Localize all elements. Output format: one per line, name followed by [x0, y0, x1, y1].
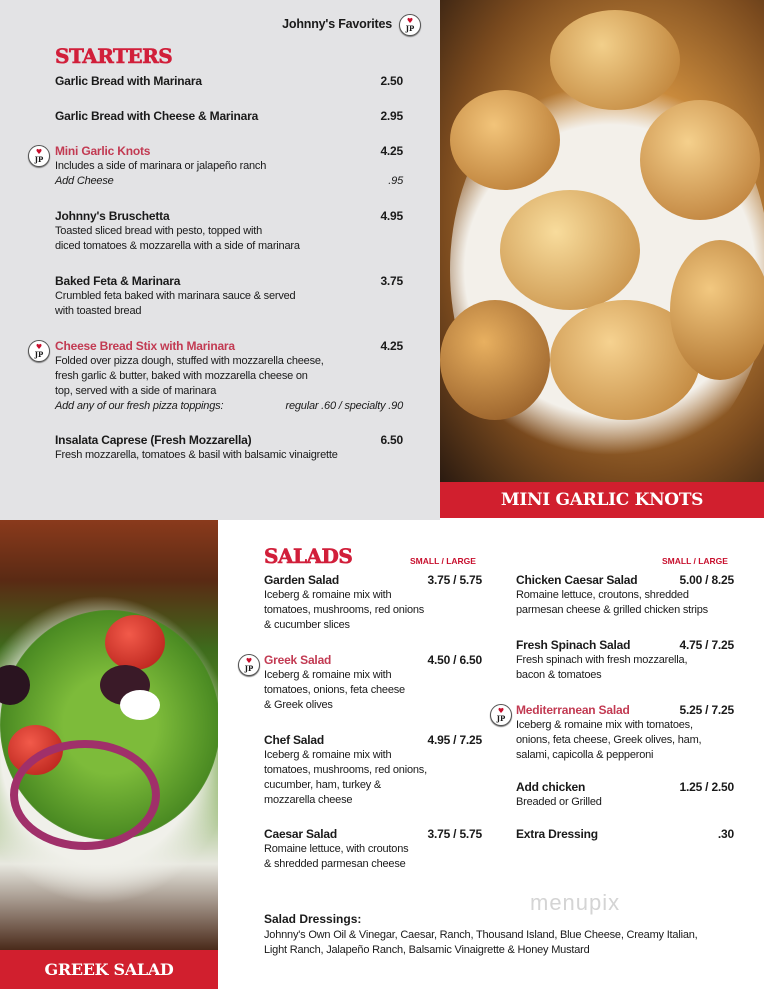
item-description: Fresh spinach with fresh mozzarella,	[516, 654, 688, 666]
item-name: Chicken Caesar Salad	[516, 573, 638, 587]
item-price: 2.50	[380, 74, 403, 88]
addon-price: .95	[388, 175, 403, 187]
item-description: Romaine lettuce, with croutons	[264, 843, 409, 855]
item-name: Baked Feta & Marinara	[55, 274, 181, 288]
item-price: 4.25	[380, 339, 403, 353]
item-description: bacon & tomatoes	[516, 669, 602, 681]
salads-heading: SALADS	[264, 544, 353, 568]
greek-salad-photo	[0, 520, 218, 950]
dressings-heading: Salad Dressings:	[264, 912, 362, 926]
item-price: 1.25 / 2.50	[679, 780, 734, 794]
item-description: Fresh mozzarella, tomatoes & basil with balsamic vinaigrette	[55, 449, 338, 461]
item-price: 3.75 / 5.75	[427, 827, 482, 841]
menu-item	[264, 573, 482, 633]
menu-item	[516, 573, 734, 618]
menu-item	[516, 827, 734, 842]
item-name: Mediterranean Salad	[516, 703, 630, 717]
item-description: Toasted sliced bread with pesto, topped with	[55, 225, 263, 237]
menu-item	[55, 433, 403, 463]
item-name: Johnny's Bruschetta	[55, 209, 170, 223]
dressings-list	[264, 928, 754, 958]
item-name: Mini Garlic Knots	[55, 144, 151, 158]
menu-item	[264, 653, 482, 713]
addon-price: regular .60 / specialty .90	[285, 400, 403, 412]
item-description: fresh garlic & butter, baked with mozzarella cheese on	[55, 370, 308, 382]
menupix-watermark: menupix	[530, 890, 621, 915]
menu-item	[516, 638, 734, 683]
jp-heart-badge-icon: ♥ JP	[238, 654, 260, 676]
item-description: tomatoes, onions, feta cheese	[264, 684, 405, 696]
menu-item	[55, 74, 403, 89]
item-name: Garlic Bread with Marinara	[55, 74, 202, 88]
menu-item	[55, 209, 403, 254]
item-description: Breaded or Grilled	[516, 796, 602, 808]
menu-item	[516, 703, 734, 763]
item-price: 4.75 / 7.25	[679, 638, 734, 652]
menu-item	[55, 339, 403, 414]
dressings-line: Light Ranch, Jalapeño Ranch, Balsamic Vinaigrette & Honey Mustard	[264, 944, 590, 956]
item-description: Iceberg & romaine mix with	[264, 749, 392, 761]
item-name: Caesar Salad	[264, 827, 337, 841]
garlic-knots-photo	[440, 0, 764, 482]
greek-salad-caption: GREEK SALAD	[0, 950, 218, 989]
item-description: Folded over pizza dough, stuffed with mozzarella cheese,	[55, 355, 324, 367]
menu-item	[264, 827, 482, 872]
item-price: 4.95	[380, 209, 403, 223]
favorites-legend: Johnny's Favorites	[282, 17, 392, 31]
item-name: Insalata Caprese (Fresh Mozzarella)	[55, 433, 252, 447]
menu-item	[55, 144, 403, 189]
item-name: Add chicken	[516, 780, 586, 794]
menu-item	[516, 780, 734, 810]
item-price: 4.25	[380, 144, 403, 158]
item-addon: Add Cheese	[55, 175, 114, 187]
item-description: with toasted bread	[55, 305, 142, 317]
item-price: 5.25 / 7.25	[679, 703, 734, 717]
item-description: Iceberg & romaine mix with	[264, 589, 392, 601]
item-price: .30	[717, 827, 734, 841]
item-price: 3.75	[380, 274, 403, 288]
item-name: Extra Dressing	[516, 827, 598, 841]
jp-heart-badge-icon: ♥ JP	[490, 704, 512, 726]
item-name: Chef Salad	[264, 733, 325, 747]
item-description: tomatoes, mushrooms, red onions	[264, 604, 425, 616]
item-name: Garden Salad	[264, 573, 339, 587]
menu-item	[264, 733, 482, 808]
item-description: Romaine lettuce, croutons, shredded	[516, 589, 689, 601]
item-description: salami, capicolla & pepperoni	[516, 749, 654, 761]
item-description: tomatoes, mushrooms, red onions,	[264, 764, 427, 776]
item-description: & Greek olives	[264, 699, 333, 711]
garlic-knots-caption: MINI GARLIC KNOTS	[440, 482, 764, 518]
item-price: 3.75 / 5.75	[427, 573, 482, 587]
jp-heart-badge-icon: ♥ JP	[399, 14, 421, 36]
item-name: Garlic Bread with Cheese & Marinara	[55, 109, 259, 123]
starters-heading: STARTERS	[55, 44, 173, 68]
item-description: mozzarella cheese	[264, 794, 353, 806]
size-header: SMALL / LARGE	[410, 556, 476, 566]
jp-heart-badge-icon: ♥ JP	[28, 340, 50, 362]
item-description: Iceberg & romaine mix with	[264, 669, 392, 681]
item-name: Cheese Bread Stix with Marinara	[55, 339, 235, 353]
item-name: Fresh Spinach Salad	[516, 638, 631, 652]
item-description: & shredded parmesan cheese	[264, 858, 406, 870]
item-description: Iceberg & romaine mix with tomatoes,	[516, 719, 693, 731]
item-description: Includes a side of marinara or jalapeño ranch	[55, 160, 267, 172]
item-description: & cucumber slices	[264, 619, 350, 631]
item-description: parmesan cheese & grilled chicken strips	[516, 604, 708, 616]
size-header: SMALL / LARGE	[662, 556, 728, 566]
item-price: 4.95 / 7.25	[427, 733, 482, 747]
item-description: diced tomatoes & mozzarella with a side of marinara	[55, 240, 300, 252]
dressings-line: Johnny's Own Oil & Vinegar, Caesar, Ranch, Thousand Island, Blue Cheese, Creamy Italian,	[264, 929, 698, 941]
item-price: 6.50	[380, 433, 403, 447]
item-description: onions, feta cheese, Greek olives, ham,	[516, 734, 702, 746]
item-price: 4.50 / 6.50	[427, 653, 482, 667]
jp-heart-badge-icon: ♥ JP	[28, 145, 50, 167]
item-addon: Add any of our fresh pizza toppings:	[55, 400, 224, 412]
menu-item	[55, 274, 403, 319]
item-description: top, served with a side of marinara	[55, 385, 217, 397]
item-description: Crumbled feta baked with marinara sauce & served	[55, 290, 296, 302]
item-price: 5.00 / 8.25	[679, 573, 734, 587]
item-price: 2.95	[380, 109, 403, 123]
item-name: Greek Salad	[264, 653, 332, 667]
menu-item	[55, 109, 403, 124]
item-description: cucumber, ham, turkey &	[264, 779, 382, 791]
